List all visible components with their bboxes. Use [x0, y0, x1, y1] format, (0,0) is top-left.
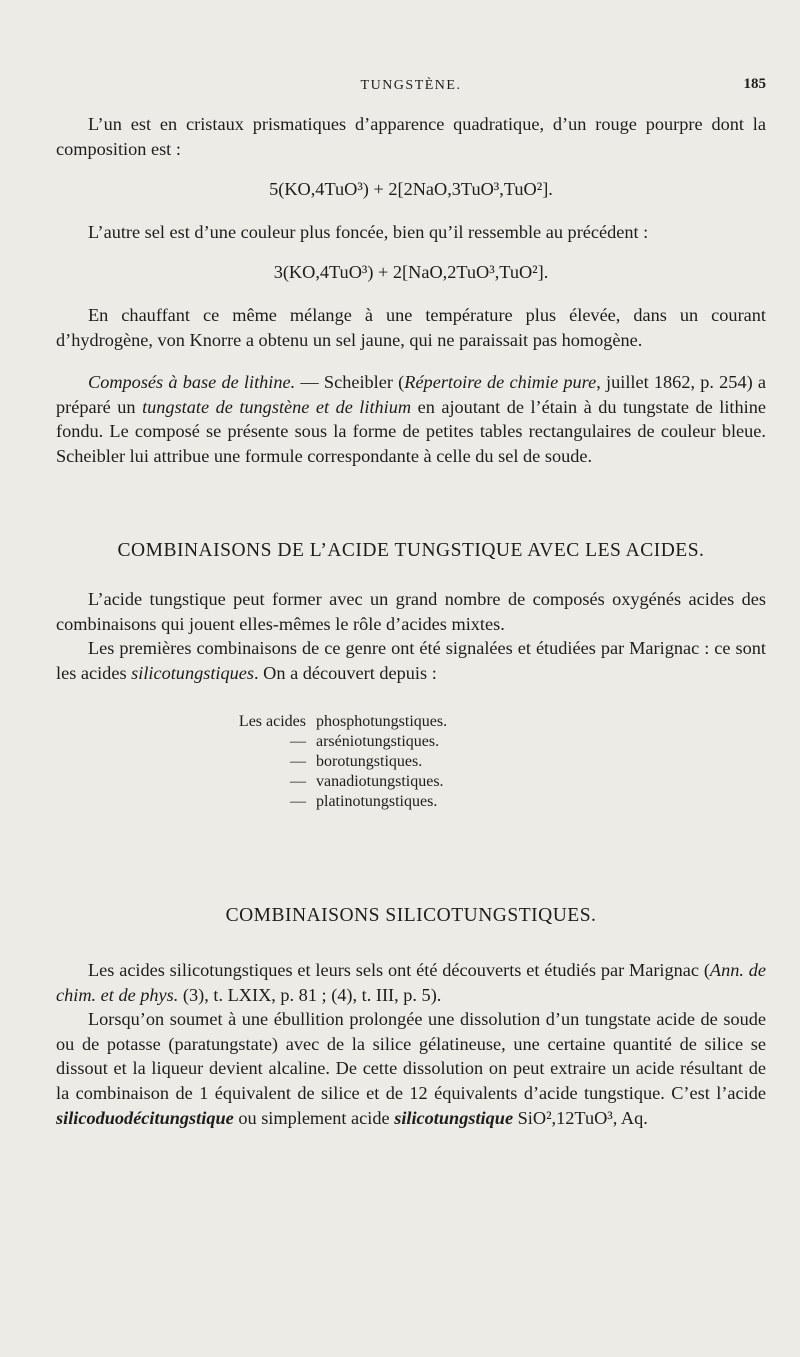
list-item [56, 752, 766, 772]
list-text: vanadiotungstiques. [316, 772, 444, 790]
text-span: Les premières combinaisons de ce genre ont été signalées et étudiées par Marignac : ce sont les acides [56, 638, 766, 683]
text-span: ou simplement acide [233, 1107, 395, 1128]
list-lead: — [290, 752, 306, 770]
emphasized-term: silicoduodécitungstique [56, 1107, 234, 1128]
text-span: Les acides silicotungstiques et leurs sels ont été découverts et étudiés par Marignac ( [88, 960, 710, 981]
paragraph-2: L’autre sel est d’une couleur plus foncée, bien qu’il ressemble au précédent : [88, 221, 649, 242]
section-heading-acides: COMBINAISONS DE L’ACIDE TUNGSTIQUE AVEC LES ACIDES. [117, 539, 705, 561]
paragraph-lithine [56, 370, 766, 468]
paragraph-1: L’un est en cristaux prismatiques d’apparence quadratique, d’un rouge pourpre dont la composition est : [56, 114, 766, 159]
list-lead: — [290, 792, 306, 810]
list-lead: Les acides [238, 712, 306, 730]
emphasized-term: tungstate de tungstène et de lithium [142, 396, 412, 417]
list-text: phosphotungstiques. [316, 712, 448, 730]
list-item [56, 712, 766, 732]
paragraph-6 [56, 636, 766, 685]
acid-list [56, 712, 766, 812]
list-text: platinotungstiques. [316, 792, 438, 810]
text-span: SiO²,12TuO³, Aq. [513, 1107, 648, 1128]
section-heading-silicotungstiques: COMBINAISONS SILICOTUNGSTIQUES. [225, 904, 597, 926]
list-item [56, 772, 766, 792]
page-number: 185 [743, 76, 766, 92]
page-body [56, 112, 766, 1130]
text-span: en ajoutant de l’étain à du tungstate de lithine fondu. Le composé se présente sous la forme de petites tables rectangulaires de couleur bleue. Scheibler lui attribue une formule correspondante à celle du sel de soude. [56, 396, 766, 466]
formula-1: 5(KO,4TuO³) + 2[2NaO,3TuO³,TuO²]. [269, 179, 553, 200]
reference-title: Ann. de chim. et de phys. [56, 960, 767, 1005]
formula-2: 3(KO,4TuO³) + 2[NaO,2TuO³,TuO²]. [273, 262, 549, 283]
text-span: Lorsqu’on soumet à une ébullition prolongée une dissolution d’un tungstate acide de soude ou de potasse (paratungstate) avec de la silice gélatineuse, une certaine quantité de silice se dissout et la liqueur devient alcaline. De cette dissolution on peut extraire un acide résultant de la combinaison de 1 équivalent de silice et de 12 équivalents d’acide tungstique. C’est l’acide [56, 1009, 766, 1104]
list-text: borotungstiques. [316, 752, 423, 770]
list-lead: — [290, 772, 306, 790]
list-item [56, 732, 766, 752]
page-header [56, 72, 766, 98]
paragraph-5: L’acide tungstique peut former avec un grand nombre de composés oxygénés acides des combinaisons qui jouent elles-mêmes le rôle d’acides mixtes. [56, 589, 766, 634]
list-item [56, 792, 766, 812]
paragraph-7 [56, 958, 766, 1007]
text-span: (3), t. LXIX, p. 81 ; (4), t. III, p. 5). [178, 984, 442, 1005]
reference-title: Répertoire de chimie pure [404, 372, 597, 393]
emphasized-term: silicotungstiques [131, 662, 255, 683]
paragraph-8 [56, 1007, 766, 1130]
list-lead: — [290, 732, 306, 750]
paragraph-3: En chauffant ce même mélange à une température plus élevée, dans un courant d’hydrogène, von Knorre a obtenu un sel jaune, qui ne paraissait pas homogène. [56, 304, 766, 350]
emphasized-term: silicotungstique [394, 1107, 514, 1128]
text-span: . On a découvert depuis : [254, 662, 437, 683]
list-text: arséniotungstiques. [316, 732, 440, 750]
text-span: — Scheibler ( [295, 372, 405, 393]
text-span: , juillet 1862, p. 254) a préparé un [56, 372, 767, 417]
section-title-lithine: Composés à base de lithine. [88, 372, 296, 393]
running-title: TUNGSTÈNE. [360, 78, 462, 93]
